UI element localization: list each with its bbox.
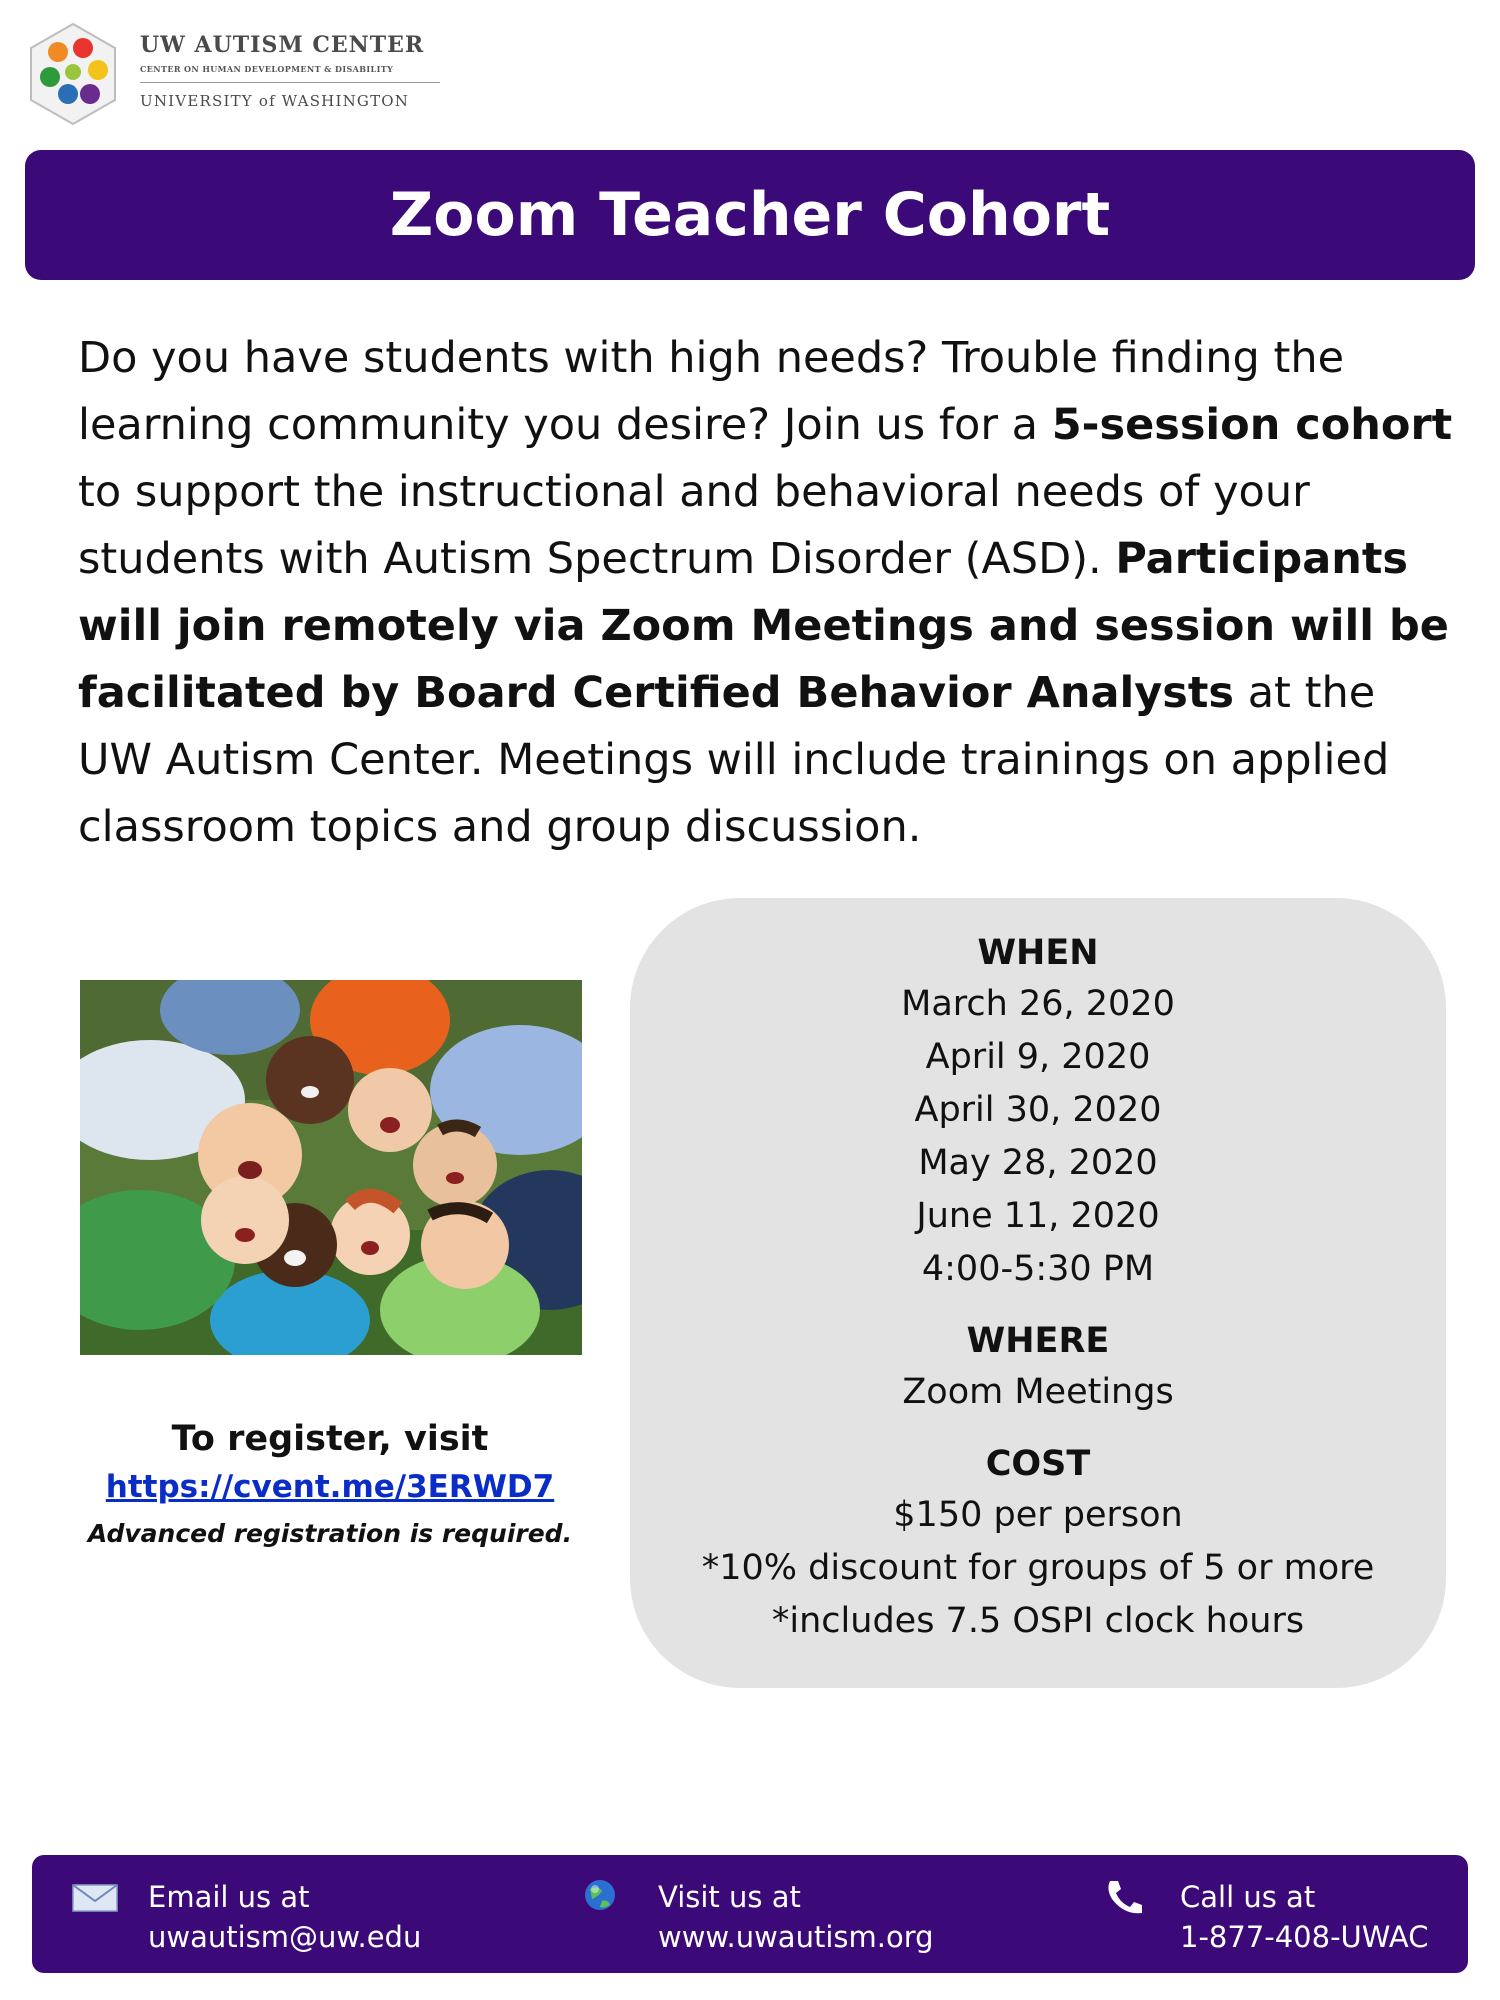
phone-label: Call us at xyxy=(1180,1880,1316,1914)
registration-note: Advanced registration is required. xyxy=(87,1519,573,1548)
university-name: UNIVERSITY of WASHINGTON xyxy=(140,92,410,110)
intro-bold-1: 5-session cohort xyxy=(1051,400,1453,450)
register-heading: To register, visit xyxy=(171,1419,489,1459)
children-circle-image xyxy=(80,980,582,1355)
children-photo xyxy=(80,980,582,1355)
registration-block xyxy=(70,1415,590,1557)
title-banner xyxy=(25,150,1475,280)
intro-text-3: at the UW Autism Center. Meetings will include trainings on applied classroom topics and group discussion. xyxy=(78,668,1390,852)
org-subtitle: CENTER ON HUMAN DEVELOPMENT & DISABILITY xyxy=(140,64,394,74)
email-address[interactable]: uwautism@uw.edu xyxy=(148,1920,422,1954)
logo-divider xyxy=(140,82,440,83)
email-label: Email us at xyxy=(148,1880,310,1914)
cost-line: *includes 7.5 OSPI clock hours xyxy=(771,1601,1305,1641)
cost-line: *10% discount for groups of 5 or more xyxy=(701,1548,1375,1588)
web-label: Visit us at xyxy=(658,1880,801,1914)
session-time: 4:00-5:30 PM xyxy=(921,1249,1155,1289)
intro-bold-2: Participants will join remotely via Zoom Meetings and session will be facilitated by Board Certified Behavior Analysts xyxy=(78,534,1449,718)
session-date: April 9, 2020 xyxy=(925,1037,1151,1077)
registration-link[interactable]: https://cvent.me/3ERWD7 xyxy=(105,1469,555,1505)
intro-paragraph xyxy=(78,325,1458,861)
event-details-box xyxy=(630,898,1446,1688)
phone-number[interactable]: 1-877-408-UWAC xyxy=(1180,1920,1429,1954)
uw-autism-center-logo xyxy=(28,22,448,127)
intro-text-2: to support the instructional and behavioral needs of your students with Autism Spectrum Disorder (ASD). xyxy=(78,467,1310,584)
intro-text-1: Do you have students with high needs? Trouble finding the learning community you desire? Join us for a xyxy=(78,333,1345,450)
where-value: Zoom Meetings xyxy=(902,1372,1174,1412)
page-title: Zoom Teacher Cohort xyxy=(389,180,1111,250)
session-date: May 28, 2020 xyxy=(918,1143,1158,1183)
session-date: June 11, 2020 xyxy=(916,1196,1160,1236)
hexagon-hands-logo-icon xyxy=(28,22,118,127)
org-name: UW AUTISM CENTER xyxy=(140,32,425,58)
cost-heading: COST xyxy=(985,1444,1091,1484)
session-date: March 26, 2020 xyxy=(901,984,1175,1024)
when-heading: WHEN xyxy=(977,933,1099,973)
where-heading: WHERE xyxy=(966,1321,1110,1361)
session-date: April 30, 2020 xyxy=(914,1090,1162,1130)
globe-icon xyxy=(580,1877,630,1917)
envelope-icon xyxy=(70,1877,120,1917)
contact-footer xyxy=(32,1855,1468,1973)
cost-line: $150 per person xyxy=(893,1495,1183,1535)
web-address[interactable]: www.uwautism.org xyxy=(658,1920,934,1954)
phone-icon xyxy=(1102,1877,1152,1917)
